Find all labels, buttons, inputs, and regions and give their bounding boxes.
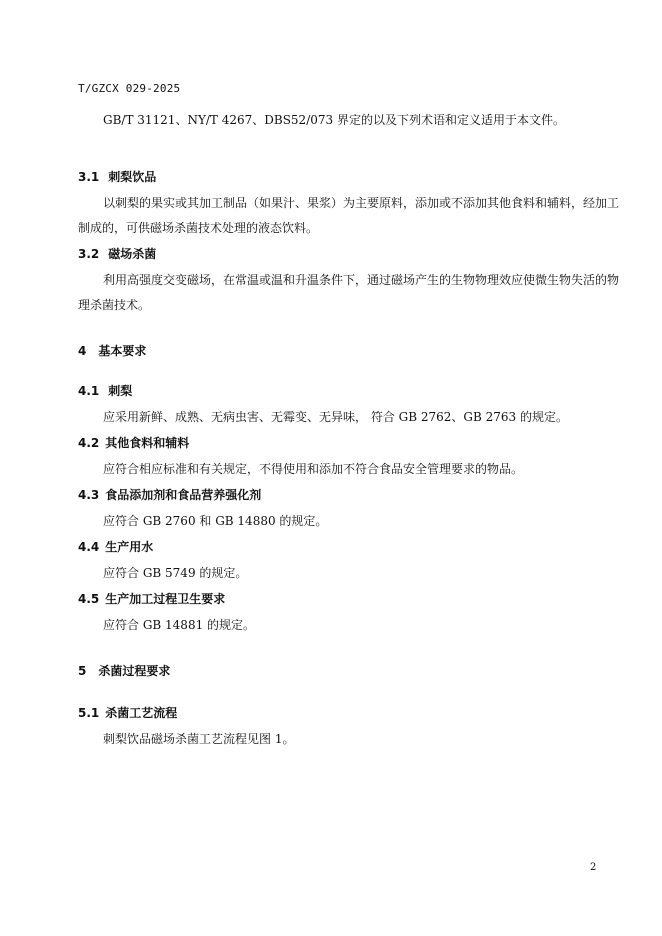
paragraph-3-2-line-2: 理杀菌技术。 xyxy=(78,298,151,312)
section-number: 4.4 xyxy=(78,540,100,554)
section-heading-4-1 xyxy=(78,385,132,397)
section-number: 5 xyxy=(78,664,87,678)
section-heading-4 xyxy=(78,345,146,357)
section-heading-4-2 xyxy=(78,437,189,449)
section-number: 3.1 xyxy=(78,170,100,184)
section-number: 4.2 xyxy=(78,436,100,450)
paragraph-4-1: 应采用新鲜、成熟、无病虫害、无霉变、无异味， 符合 GB 2762、GB 2763 的规定。 xyxy=(103,410,568,424)
intro-paragraph: GB/T 31121、NY/T 4267、DBS52/073 界定的以及下列术语和定义适用于本文件。 xyxy=(103,113,565,127)
section-title: 生产加工过程卫生要求 xyxy=(105,592,226,606)
section-number: 3.2 xyxy=(78,247,100,261)
section-title: 食品添加剂和食品营养强化剂 xyxy=(105,488,262,502)
section-number: 4.1 xyxy=(78,384,100,398)
paragraph-4-5: 应符合 GB 14881 的规定。 xyxy=(103,618,256,632)
section-number: 4.3 xyxy=(78,488,100,502)
paragraph-5-1: 刺梨饮品磁场杀菌工艺流程见图 1。 xyxy=(103,732,295,746)
section-number: 4 xyxy=(78,344,87,358)
section-title: 生产用水 xyxy=(105,540,154,554)
paragraph-4-4: 应符合 GB 5749 的规定。 xyxy=(103,566,248,580)
section-title: 刺梨饮品 xyxy=(108,170,157,184)
section-number: 4.5 xyxy=(78,592,100,606)
section-title: 刺梨 xyxy=(108,384,133,398)
page-number: 2 xyxy=(590,862,597,873)
section-title: 杀菌过程要求 xyxy=(98,664,171,678)
paragraph-3-2-line-1: 利用高强度交变磁场，在常温或温和升温条件下，通过磁场产生的生物物理效应使微生物失活的物 xyxy=(103,273,620,287)
paragraph-3-1-line-2: 制成的，可供磁场杀菌技术处理的液态饮料。 xyxy=(78,221,319,235)
section-heading-4-3 xyxy=(78,489,261,501)
section-number: 5.1 xyxy=(78,706,100,720)
section-title: 其他食料和辅料 xyxy=(105,436,190,450)
section-heading-3-1 xyxy=(78,171,156,183)
section-heading-5 xyxy=(78,665,170,677)
section-heading-5-1 xyxy=(78,707,177,719)
paragraph-4-3: 应符合 GB 2760 和 GB 14880 的规定。 xyxy=(103,514,328,528)
section-title: 基本要求 xyxy=(98,344,147,358)
section-heading-4-4 xyxy=(78,541,153,553)
section-heading-4-5 xyxy=(78,593,225,605)
section-heading-3-2 xyxy=(78,248,156,260)
section-title: 杀菌工艺流程 xyxy=(105,706,178,720)
paragraph-4-2: 应符合相应标准和有关规定，不得使用和添加不符合食品安全管理要求的物品。 xyxy=(103,462,524,476)
document-id-header: T/GZCX 029-2025 xyxy=(78,82,181,95)
section-title: 磁场杀菌 xyxy=(108,247,157,261)
paragraph-3-1-line-1: 以刺梨的果实或其加工制品（如果汁、果浆）为主要原料，添加或不添加其他食料和辅料，经加工 xyxy=(103,196,620,210)
